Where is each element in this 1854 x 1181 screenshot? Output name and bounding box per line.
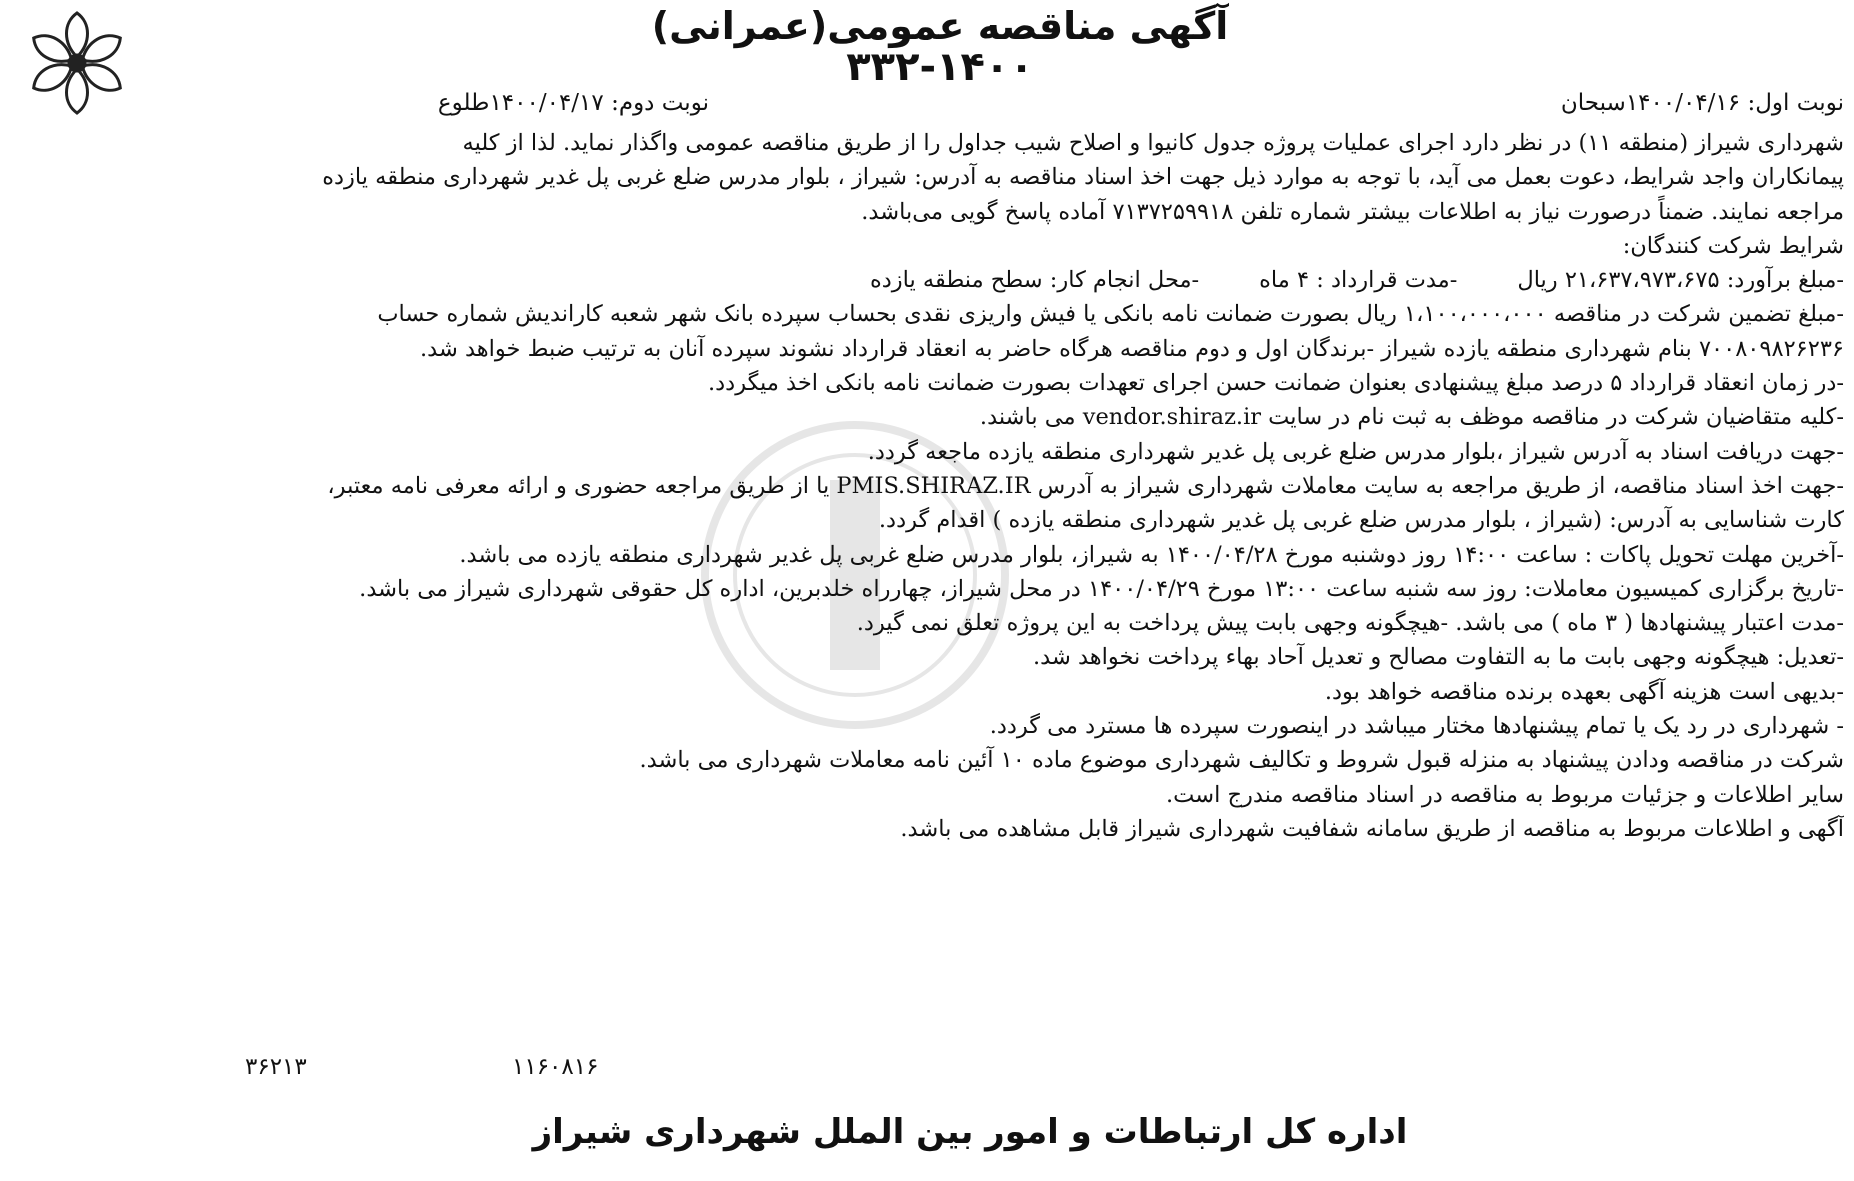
body-line: شرایط شرکت کنندگان:: [1622, 232, 1844, 259]
body-line: کارت شناسایی به آدرس: (شیراز ، بلوار مدرس ضلع غربی پل غدیر شهرداری منطقه یازده ) اقدام گردد.: [878, 507, 1844, 534]
body-line: مراجعه نمایند. ضمناً درصورت نیاز به اطلاعات بیشتر شماره تلفن ۷۱۳۷۲۵۹۹۱۸ آماده پاسخ گویی می‌باشد.: [861, 198, 1844, 225]
issuer-footer: اداره کل ارتباطات و امور بین الملل شهرداری شیراز: [532, 1112, 1408, 1152]
body-line: -مبلغ تضمین شرکت در مناقصه ۱،۱۰۰،۰۰۰،۰۰۰ ریال بصورت ضمانت نامه بانکی یا فیش واریزی نقدی بحساب سپرده بانک شهر شعبه کاراندیش شماره حساب: [377, 301, 1844, 328]
body-line: -تعدیل: هیچگونه وجهی بابت ما به التفاوت مصالح و تعدیل آحاد بهاء پرداخت نخواهد شد.: [1033, 644, 1844, 671]
first-notice: نوبت اول: ۱۴۰۰/۰۴/۱۶سبحان: [1560, 90, 1844, 116]
contract-duration: -مدت قرارداد : ۴ ماه: [1259, 267, 1458, 294]
body-line: -آخرین مهلت تحویل پاکات : ساعت ۱۴:۰۰ روز دوشنبه مورخ ۱۴۰۰/۰۴/۲۸ به شیراز، بلوار مدرس ضلع غربی پل غدیر شهرداری منطقه یازده می باشد.: [459, 541, 1844, 568]
shiraz-municipality-logo-icon: [22, 8, 132, 118]
body-line: -جهت دریافت اسناد به آدرس شیراز ،بلوار مدرس ضلع غربی پل غدیر شهرداری منطقه یازده ماجعه گردد.: [867, 438, 1844, 465]
estimate-amount: -مبلغ برآورد: ۲۱،۶۳۷،۹۷۳،۶۷۵ ریال: [1517, 267, 1844, 294]
body-line: -تاریخ برگزاری کمیسیون معاملات: روز سه شنبه ساعت ۱۳:۰۰ مورخ ۱۴۰۰/۰۴/۲۹ در محل شیراز، چهارراه خلدبرین، اداره کل حقوقی شهرداری شیراز می باشد.: [359, 575, 1844, 602]
body-line: آگهی و اطلاعات مربوط به مناقصه از طریق سامانه شفافیت شهرداری شیراز قابل مشاهده می باشد.: [900, 815, 1844, 842]
body-line: پیمانکاران واجد شرایط، دعوت بعمل می آید، با توجه به موارد ذیل جهت اخذ اسناد مناقصه به آدرس: شیراز ، بلوار مدرس ضلع غربی پل غدیر شهرداری منطقه یازده: [322, 164, 1844, 191]
second-notice: نوبت دوم: ۱۴۰۰/۰۴/۱۷طلوع: [437, 90, 709, 116]
body-line: -بدیهی است هزینه آگهی بعهده برنده مناقصه خواهد بود.: [1324, 678, 1844, 705]
body-line: - شهرداری در رد یک یا تمام پیشنهادها مختار میباشد در اینصورت سپرده ها مسترد می گردد.: [989, 713, 1844, 740]
ad-code: ۳۶۲۱۳: [245, 1054, 307, 1080]
body-line: -در زمان انعقاد قرارداد ۵ درصد مبلغ پیشنهادی بعنوان ضمانت حسن اجرای تعهدات بصورت ضمانت نامه بانکی اخذ میگردد.: [708, 370, 1844, 397]
reference-code: ۱۱۶۰۸۱۶: [512, 1054, 599, 1080]
conditions-line: [8, 263, 1844, 297]
notice-title: آگهی مناقصه عمومی(عمرانی): [651, 4, 1229, 48]
body-line: شرکت در مناقصه ودادن پیشنهاد به منزله قبول شروط و تکالیف شهرداری موضوع ماده ۱۰ آئین نامه معاملات شهرداری می باشد.: [639, 747, 1844, 774]
body-line: سایر اطلاعات و جزئیات مربوط به مناقصه در اسناد مناقصه مندرج است.: [1166, 781, 1844, 808]
body-line: -مدت اعتبار پیشنهادها ( ۳ ماه ) می باشد. -هیچگونه وجهی بابت پیش پرداخت به این پروژه تعلق نمی گیرد.: [856, 610, 1844, 637]
work-location: -محل انجام کار: سطح منطقه یازده: [869, 267, 1200, 294]
body-line: -جهت اخذ اسناد مناقصه، از طریق مراجعه به سایت معاملات شهرداری شیراز به آدرس PMIS.SHIRAZ.IR یا از طریق مراجعه حضوری و ارائه معرفی نامه معتبر،: [327, 472, 1844, 499]
body-line: شهرداری شیراز (منطقه ۱۱) در نظر دارد اجرای عملیات پروژه جدول کانیوا و اصلاح شیب جداول را از طریق مناقصه عمومی واگذار نماید. لذا از کلیه: [462, 130, 1844, 156]
notice-body: [8, 126, 1844, 846]
body-line: -کلیه متقاضیان شرکت در مناقصه موظف به ثبت نام در سایت vendor.shiraz.ir می باشند.: [979, 404, 1844, 431]
notice-number: ۳۳۲-۱۴۰۰: [846, 44, 1034, 90]
body-line: ۷۰۰۸۰۹۸۲۶۲۳۶ بنام شهرداری منطقه یازده شیراز -برندگان اول و دوم مناقصه هرگاه حاضر به انعقاد قرارداد نشوند سپرده آنان به ترتیب ضبط خواهد شد.: [420, 335, 1844, 362]
